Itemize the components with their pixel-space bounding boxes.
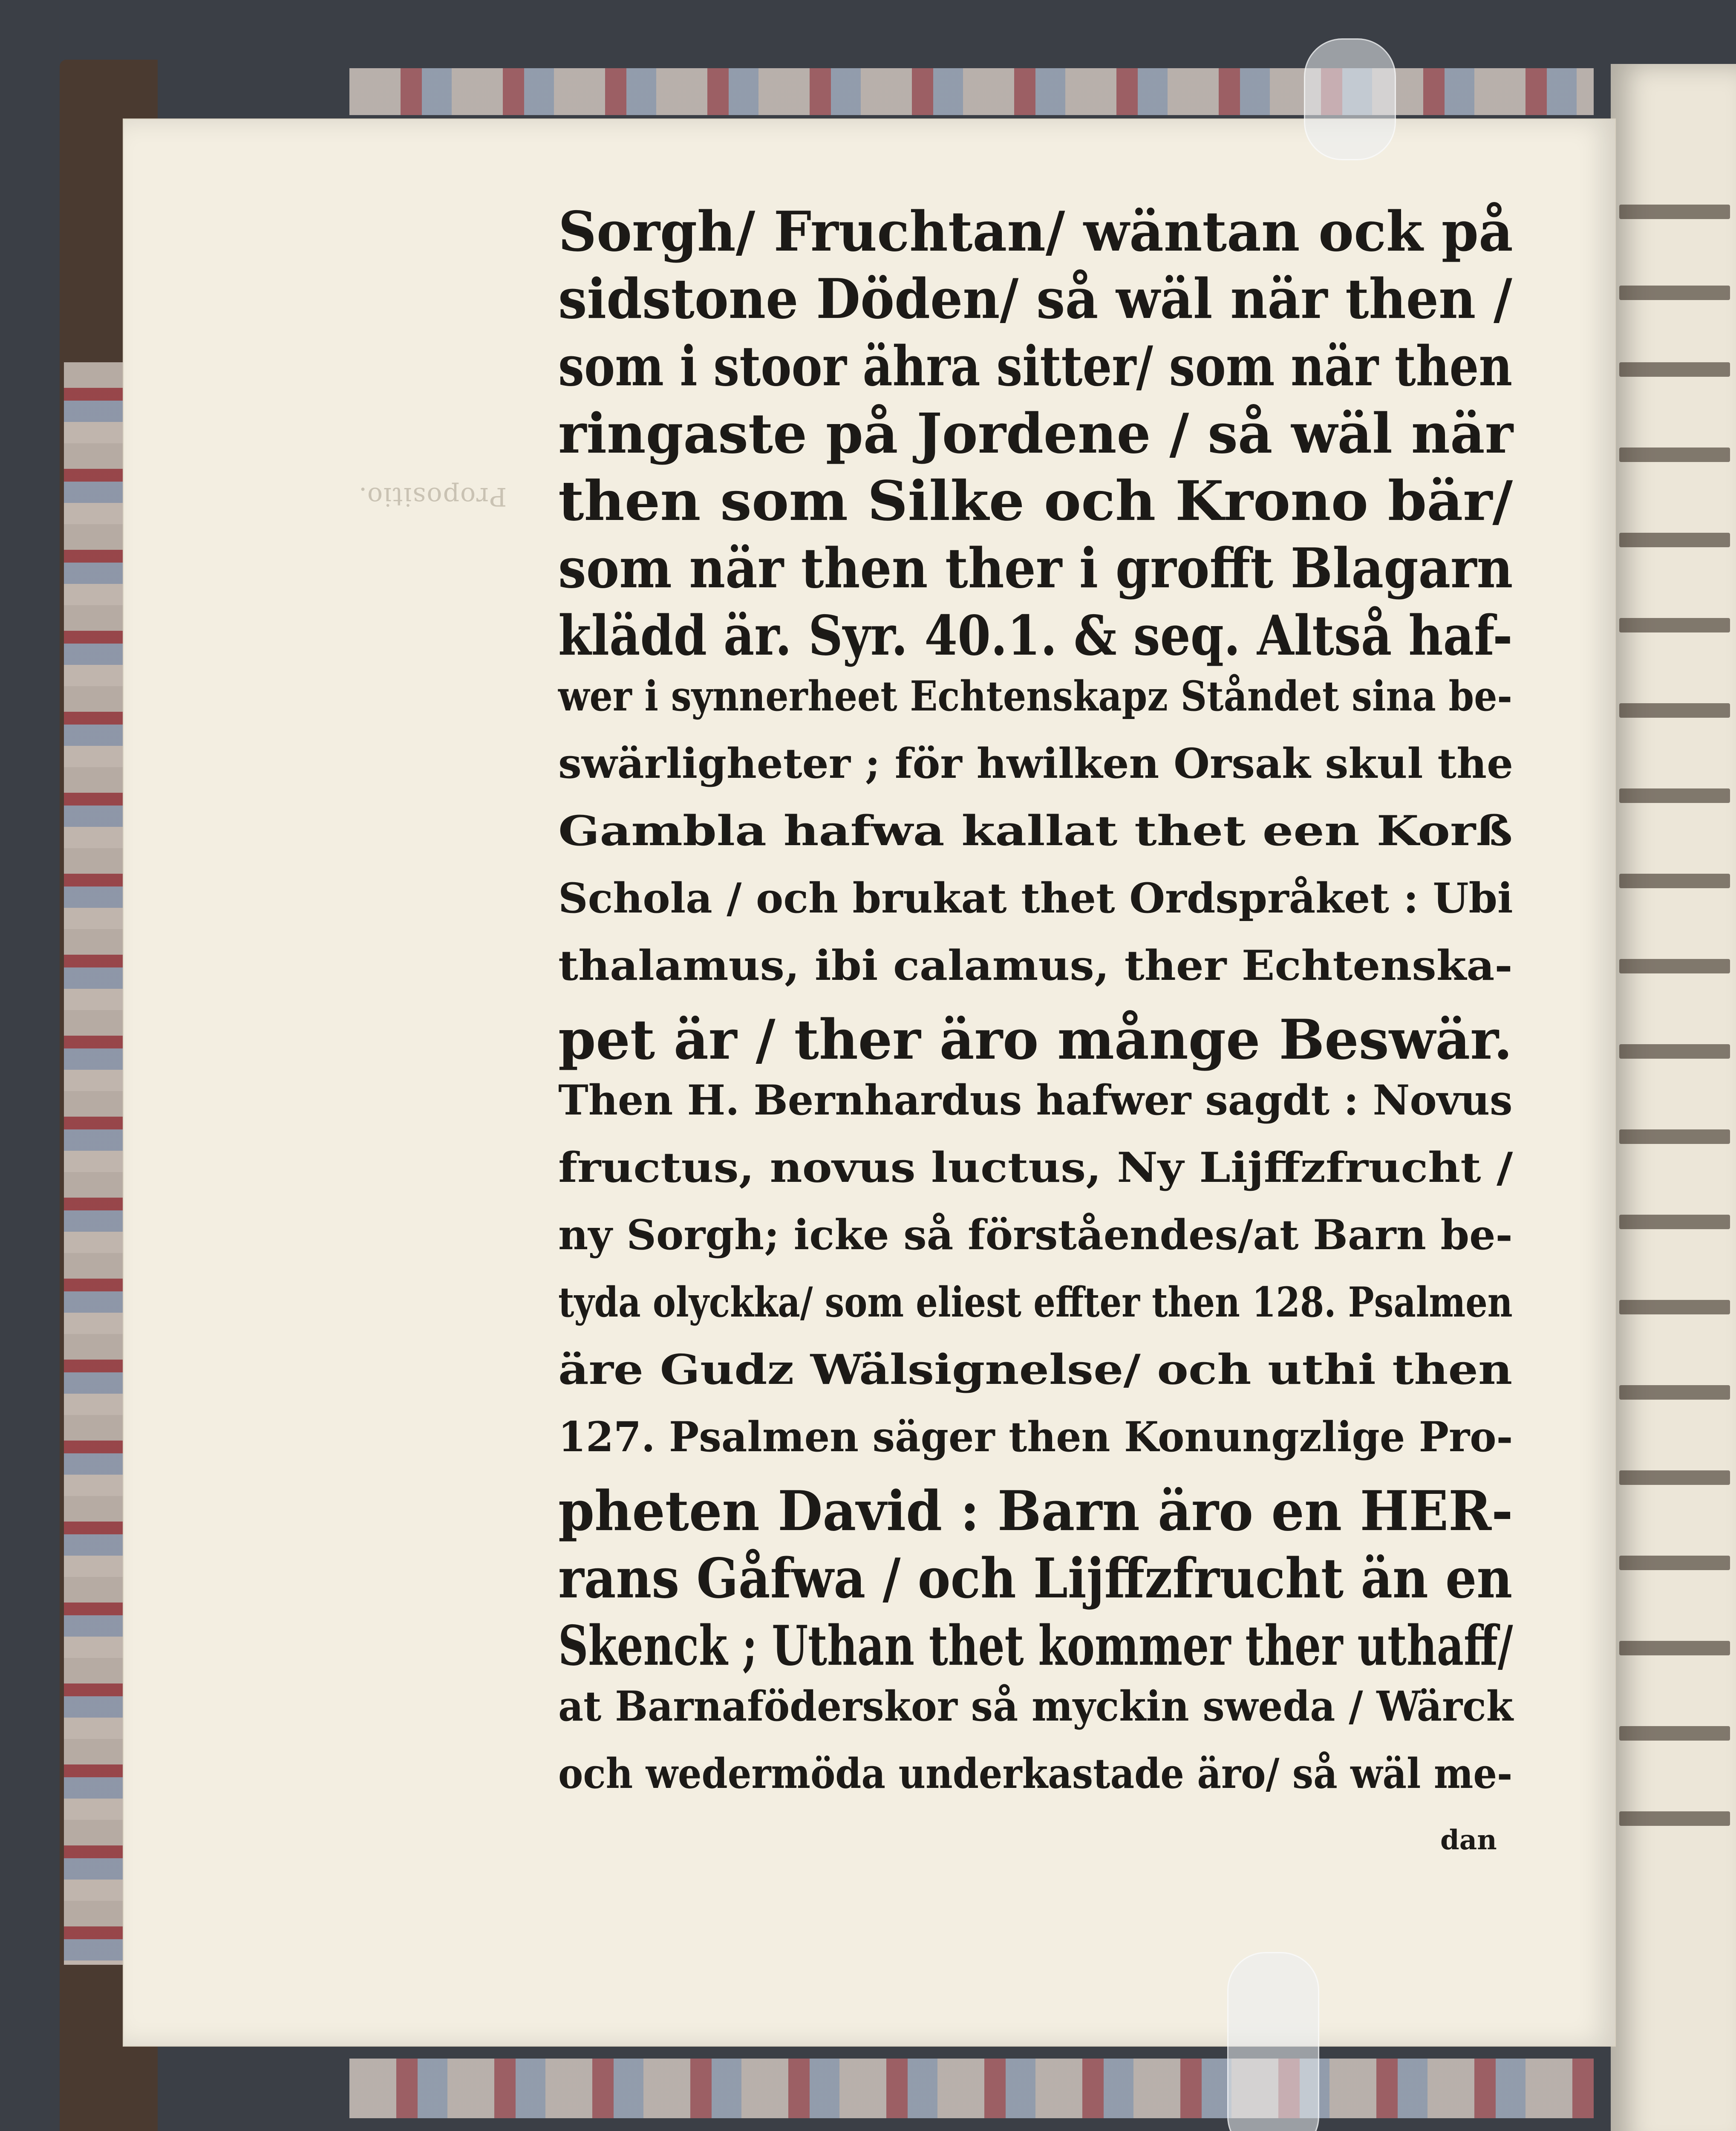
text-line: pheten David : Barn äro en HER- <box>558 1479 1513 1543</box>
marbled-endpaper-bottom <box>349 2059 1594 2118</box>
facing-page-text-line <box>1619 1811 1730 1826</box>
facing-page-text-line <box>1619 448 1730 462</box>
facing-page-text-line <box>1619 618 1730 632</box>
text-line: rans Gåfwa / och Lijffzfrucht än en <box>558 1547 1513 1611</box>
text-line: thalamus, ibi calamus, ther Echtenska- <box>558 941 1513 990</box>
facing-page-text-line <box>1619 1044 1730 1059</box>
text-line: 127. Psalmen säger then Konungzlige Pro- <box>558 1413 1513 1461</box>
text-line: wer i synnerheet Echtenskapz Ståndet sina be- <box>558 672 1512 720</box>
facing-page-edge <box>1611 64 1736 2131</box>
text-line: som i stoor ähra sitter/ som när then <box>558 335 1513 398</box>
facing-page-text-line <box>1619 1385 1730 1400</box>
facing-page-text-line <box>1619 1726 1730 1741</box>
text-line: äre Gudz Wälsignelse/ och uthi then <box>558 1346 1513 1394</box>
page-clip-bottom <box>1227 1952 1319 2131</box>
catchword: dan <box>1440 1824 1497 1856</box>
text-line: then som Silke och Krono bär/ <box>558 469 1513 533</box>
bleed-through-text: Propositio. <box>358 482 507 511</box>
text-line: Gambla hafwa kallat thet een Korß <box>558 807 1513 855</box>
facing-page-text-line <box>1619 1641 1730 1655</box>
text-line: fructus, novus luctus, Ny Lijffzfrucht / <box>558 1143 1513 1192</box>
text-line: Schola / och brukat thet Ordspråket : Ubi <box>558 874 1513 922</box>
marbled-endpaper-top <box>349 68 1594 115</box>
facing-page-text-line <box>1619 959 1730 973</box>
text-line: sidstone Döden/ så wäl när then / <box>558 267 1512 331</box>
text-line: swärligheter ; för hwilken Orsak skul the <box>558 739 1514 788</box>
facing-page-text-line <box>1619 788 1730 803</box>
text-line: klädd är. Syr. 40.1. & seq. Altså haf- <box>558 604 1513 668</box>
text-line: ringaste på Jordene / så wäl när <box>558 402 1513 466</box>
facing-page-text-line <box>1619 286 1730 300</box>
facing-page-text-line <box>1619 874 1730 888</box>
text-line: pet är / ther äro månge Beswär. <box>558 1008 1513 1072</box>
facing-page-text-line <box>1619 362 1730 377</box>
text-line: Then H. Bernhardus hafwer sagdt : Novus <box>558 1076 1513 1124</box>
text-line: at Barnaföderskor så myckin sweda / Wärck <box>558 1682 1514 1730</box>
text-line: ny Sorgh; icke så förståendes/at Barn be- <box>558 1211 1513 1259</box>
text-line: tyda olyckka/ som eliest effter then 128. Psalmen <box>558 1278 1513 1326</box>
text-line: och wedermöda underkastade äro/ så wäl me- <box>558 1750 1513 1798</box>
facing-page-text-line <box>1619 1215 1730 1229</box>
text-line: Sorgh/ Fruchtan/ wäntan ock på <box>558 200 1513 264</box>
facing-page-text-line <box>1619 1129 1730 1144</box>
facing-page-text-line <box>1619 1556 1730 1570</box>
text-line: som när then ther i grofft Blagarn <box>558 537 1513 601</box>
facing-page-text-line <box>1619 1470 1730 1485</box>
facing-page-text-line <box>1619 1300 1730 1314</box>
facing-page-text-line <box>1619 703 1730 718</box>
facing-page-text-line <box>1619 205 1730 219</box>
facing-page-text-line <box>1619 533 1730 547</box>
page-clip-top <box>1304 38 1396 160</box>
text-line: Skenck ; Uthan thet kommer ther uthaff/ <box>558 1614 1513 1678</box>
